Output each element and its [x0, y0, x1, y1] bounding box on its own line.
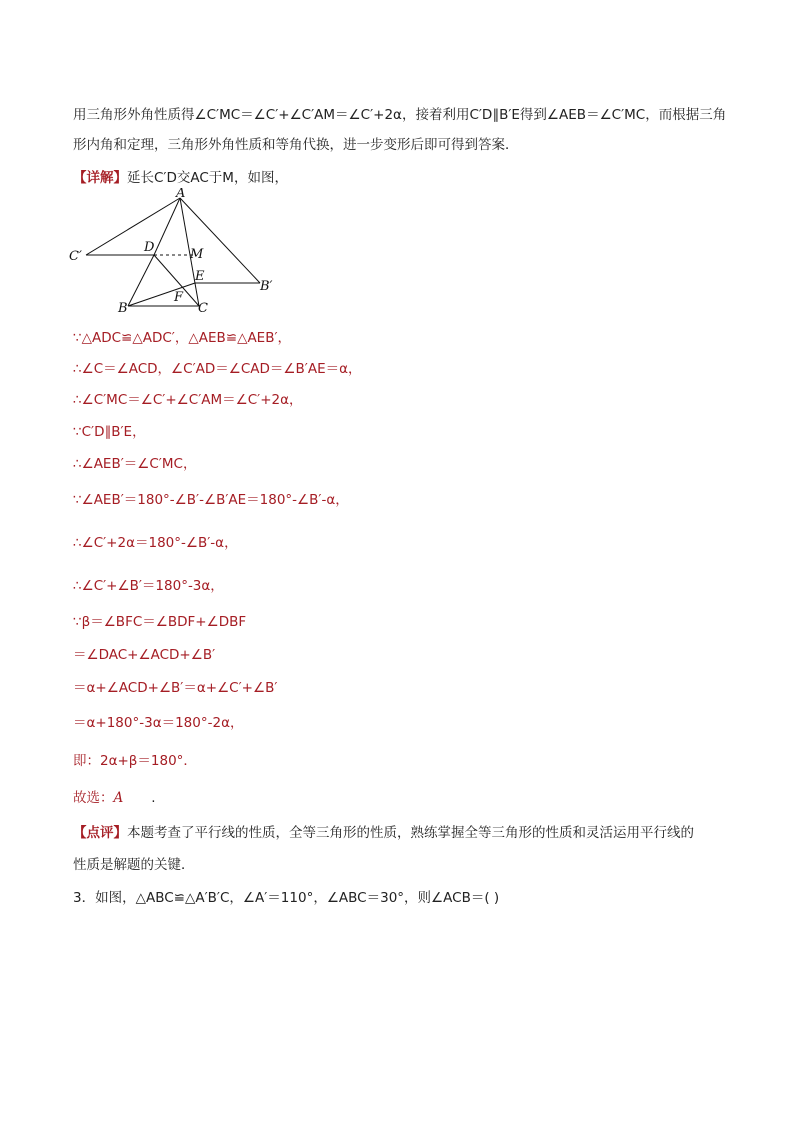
- step-2: ∴∠C＝∠ACD，∠C′AD＝∠CAD＝∠B′AE＝α，: [73, 361, 362, 377]
- step-5: ∴∠AEB′＝∠C′MC，: [73, 456, 197, 472]
- detail-text: 延长C′D交AC于M，如图，: [127, 170, 288, 186]
- segment-a-d: [154, 198, 180, 255]
- comment-tag: 【点评】: [73, 825, 127, 841]
- label-c: C: [198, 301, 208, 316]
- label-m: M: [190, 247, 204, 262]
- step-6: ∵∠AEB′＝180°-∠B′-∠B′AE＝180°-∠B′-α，: [73, 492, 349, 508]
- step-12: ＝α+180°-3α＝180°-2α，: [73, 715, 244, 731]
- question-3: 3．如图，△ABC≌△A′B′C，∠A′＝110°，∠ABC＝30°，则∠ACB＝( ): [73, 890, 500, 906]
- detail-heading: [73, 166, 288, 186]
- intro-line-1: 用三角形外角性质得∠C′MC＝∠C′+∠C′AM＝∠C′+2α，接着利用C′D∥B′E得到∠AEB＝∠C′MC，而根据三角: [73, 107, 727, 123]
- segment-a-cprime: [86, 198, 180, 255]
- label-e: E: [195, 269, 205, 284]
- intro-line-2: 形内角和定理，三角形外角性质和等角代换，进一步变形后即可得到答案．: [73, 137, 519, 153]
- label-a: A: [176, 188, 186, 201]
- label-b: B: [118, 301, 128, 316]
- choice-dot: .: [151, 790, 156, 806]
- comment-line-2: 性质是解题的关键．: [73, 857, 195, 873]
- label-bprime: B′: [260, 279, 273, 294]
- label-d: D: [144, 240, 155, 255]
- step-7: ∴∠C′+2α＝180°-∠B′-α，: [73, 535, 238, 551]
- step-1: ∵△ADC≌△ADC′，△AEB≌△AEB′，: [73, 330, 292, 346]
- detail-tag: 【详解】: [73, 170, 127, 186]
- step-3: ∴∠C′MC＝∠C′+∠C′AM＝∠C′+2α，: [73, 392, 303, 408]
- comment-line-1: [73, 821, 694, 841]
- label-cprime: C′: [69, 249, 82, 264]
- choice-line: [73, 786, 156, 806]
- step-10: ＝∠DAC+∠ACD+∠B′: [73, 647, 216, 663]
- step-9: ∵β＝∠BFC＝∠BDF+∠DBF: [73, 614, 247, 630]
- step-8: ∴∠C′+∠B′＝180°-3α，: [73, 578, 224, 594]
- choice-answer: A: [113, 790, 124, 806]
- geometry-figure: [66, 188, 286, 318]
- segment-a-bprime: [180, 198, 260, 283]
- step-13: 即：2α+β＝180°．: [73, 753, 197, 769]
- step-11: ＝α+∠ACD+∠B′＝α+∠C′+∠B′: [73, 680, 278, 696]
- comment-text-1: 本题考查了平行线的性质，全等三角形的性质，熟练掌握全等三角形的性质和灵活运用平行线的: [127, 825, 694, 841]
- step-4: ∵C′D∥B′E，: [73, 424, 146, 440]
- label-f: F: [174, 290, 184, 305]
- choice-label: 故选：: [73, 790, 114, 806]
